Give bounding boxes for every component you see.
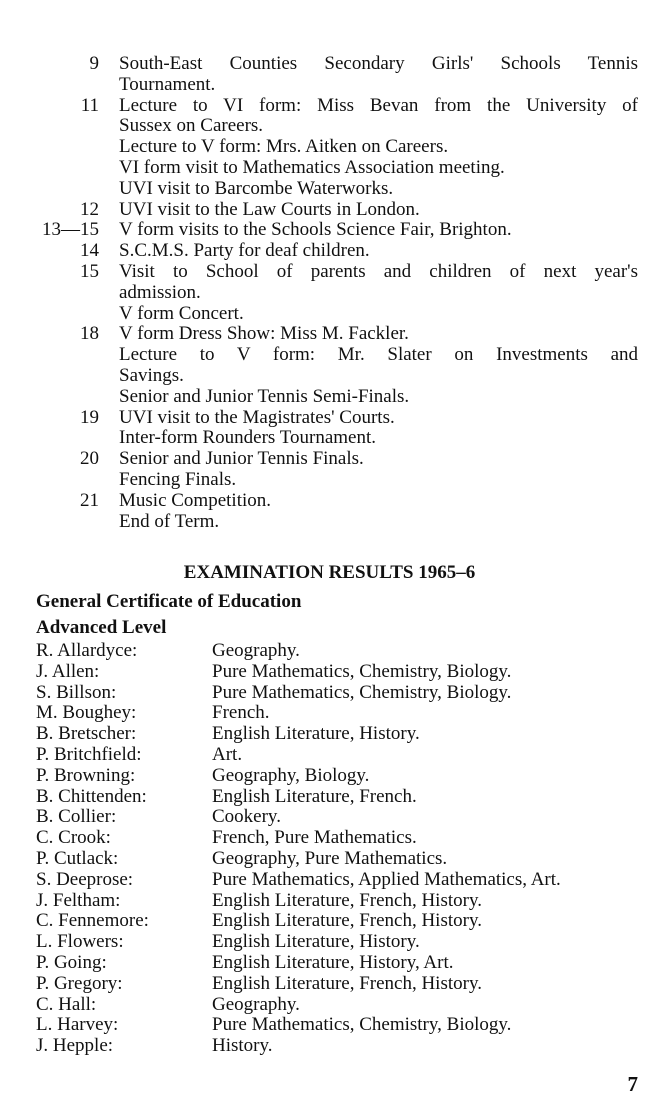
calendar-text: Fencing Finals. — [119, 469, 237, 490]
calendar-entry — [0, 95, 659, 116]
calendar-entry — [0, 199, 659, 220]
student-name: C. Crook: — [36, 827, 111, 849]
calendar-entry — [0, 219, 659, 240]
calendar-day: 15 — [80, 261, 99, 282]
calendar-day: 9 — [89, 53, 99, 74]
calendar-entry-line — [0, 136, 659, 157]
student-subjects: English Literature, French, History. — [212, 910, 482, 932]
student-subjects: English Literature, History. — [212, 723, 420, 745]
student-name: B. Collier: — [36, 806, 117, 828]
student-subjects: Pure Mathematics, Chemistry, Biology. — [212, 681, 512, 703]
calendar-entry-line — [0, 74, 659, 95]
student-subjects: Geography, Biology. — [212, 764, 370, 786]
result-row — [0, 682, 659, 703]
student-name: S. Deeprose: — [36, 868, 134, 890]
student-subjects: French, Pure Mathematics. — [212, 827, 417, 849]
calendar-text: UVI visit to the Law Courts in London. — [119, 198, 420, 220]
calendar-text: South-East Counties Secondary Girls' Schools Tennis — [119, 53, 638, 74]
calendar-text: admission. — [119, 281, 201, 303]
calendar-entry — [0, 261, 659, 282]
result-row — [0, 994, 659, 1015]
calendar-day: 19 — [80, 406, 99, 428]
student-name: J. Allen: — [36, 660, 100, 682]
calendar-text: Senior and Junior Tennis Semi-Finals. — [119, 385, 410, 407]
student-name: J. Feltham: — [36, 889, 121, 911]
calendar-entry-line — [0, 511, 659, 532]
result-row — [0, 723, 659, 744]
calendar-text: End of Term. — [119, 510, 220, 532]
result-row — [0, 1014, 659, 1035]
calendar-text: V form Concert. — [119, 302, 244, 324]
student-name: B. Bretscher: — [36, 723, 137, 745]
calendar-text: Visit to School of parents and children of next year's — [119, 261, 638, 282]
result-row — [0, 973, 659, 994]
calendar-text: Lecture to V form: Mrs. Aitken on Careers. — [119, 136, 449, 158]
result-row — [0, 702, 659, 723]
calendar-day: 20 — [80, 448, 99, 470]
student-subjects: English Literature, French. — [212, 785, 417, 807]
calendar-day: 12 — [80, 198, 99, 220]
certificate-heading: General Certificate of Education — [36, 591, 302, 612]
calendar-day: 11 — [80, 94, 99, 116]
result-row — [0, 931, 659, 952]
calendar-entry-line — [0, 282, 659, 303]
result-row — [0, 952, 659, 973]
calendar-text: UVI visit to the Magistrates' Courts. — [119, 406, 395, 428]
student-subjects: Art. — [212, 744, 243, 765]
calendar-text: Tournament. — [119, 73, 216, 95]
result-row — [0, 827, 659, 848]
student-name: L. Harvey: — [36, 1014, 119, 1036]
result-row — [0, 848, 659, 869]
calendar-text: Lecture to VI form: Miss Bevan from the University of — [119, 94, 638, 116]
calendar-text: Inter-form Rounders Tournament. — [119, 427, 377, 449]
calendar-entry — [0, 53, 659, 74]
calendar-text: Lecture to V form: Mr. Slater on Investments and — [119, 344, 638, 366]
result-row — [0, 765, 659, 786]
student-name: L. Flowers: — [36, 931, 124, 953]
calendar-entry-line — [0, 386, 659, 407]
calendar-text: Senior and Junior Tennis Finals. — [119, 448, 364, 470]
student-name: C. Fennemore: — [36, 910, 149, 932]
student-subjects: Pure Mathematics, Chemistry, Biology. — [212, 660, 512, 682]
exam-results-heading: EXAMINATION RESULTS 1965–6 — [183, 562, 476, 583]
student-subjects: Geography. — [212, 993, 300, 1015]
result-row — [0, 640, 659, 661]
result-row — [0, 1035, 659, 1056]
student-subjects: History. — [212, 1035, 273, 1057]
student-name: B. Chittenden: — [36, 785, 147, 807]
calendar-day: 18 — [80, 323, 99, 345]
result-row — [0, 890, 659, 911]
student-subjects: Pure Mathematics, Chemistry, Biology. — [212, 1014, 512, 1036]
student-name: P. Gregory: — [36, 972, 123, 994]
calendar-entry-line — [0, 178, 659, 199]
student-name: P. Cutlack: — [36, 848, 119, 869]
level-heading: Advanced Level — [36, 617, 167, 638]
student-subjects: Geography. — [212, 640, 300, 661]
student-subjects: Cookery. — [212, 806, 281, 828]
calendar-entry-line — [0, 115, 659, 136]
result-row — [0, 661, 659, 682]
calendar-entry-line — [0, 427, 659, 448]
calendar-text: V form visits to the Schools Science Fair, Brighton. — [119, 219, 512, 241]
student-name: P. Going: — [36, 952, 107, 973]
calendar-text: UVI visit to Barcombe Waterworks. — [119, 177, 394, 199]
calendar-text: S.C.M.S. Party for deaf children. — [119, 240, 370, 262]
calendar-day: 14 — [80, 240, 99, 262]
calendar-text: VI form visit to Mathematics Association meeting. — [119, 157, 505, 178]
student-subjects: French. — [212, 702, 270, 724]
calendar-entry-line — [0, 157, 659, 178]
calendar-entry-line — [0, 344, 659, 365]
calendar-day: 13—15 — [42, 219, 99, 241]
student-subjects: English Literature, History, Art. — [212, 952, 454, 973]
calendar-day: 21 — [80, 489, 99, 511]
student-subjects: Pure Mathematics, Applied Mathematics, Art. — [212, 868, 561, 890]
calendar-entry — [0, 448, 659, 469]
student-name: R. Allardyce: — [36, 640, 138, 661]
student-name: C. Hall: — [36, 993, 97, 1015]
page-number: 7 — [627, 1072, 638, 1096]
calendar-entry — [0, 323, 659, 344]
calendar-entry — [0, 407, 659, 428]
result-row — [0, 806, 659, 827]
calendar-text: Sussex on Careers. — [119, 115, 264, 137]
calendar-entry-line — [0, 365, 659, 386]
result-row — [0, 786, 659, 807]
student-name: J. Hepple: — [36, 1035, 114, 1057]
student-name: M. Boughey: — [36, 702, 137, 724]
student-subjects: Geography, Pure Mathematics. — [212, 848, 448, 869]
student-name: P. Britchfield: — [36, 744, 142, 765]
calendar-entry — [0, 240, 659, 261]
calendar-text: Savings. — [119, 365, 184, 386]
student-name: S. Billson: — [36, 681, 117, 703]
calendar-text: Music Competition. — [119, 489, 271, 511]
student-subjects: English Literature, French, History. — [212, 972, 482, 994]
student-subjects: English Literature, History. — [212, 931, 420, 953]
result-row — [0, 744, 659, 765]
student-subjects: English Literature, French, History. — [212, 889, 482, 911]
calendar-entry-line — [0, 469, 659, 490]
result-row — [0, 910, 659, 931]
calendar-entry — [0, 490, 659, 511]
result-row — [0, 869, 659, 890]
calendar-text: V form Dress Show: Miss M. Fackler. — [119, 323, 409, 345]
calendar-entry-line — [0, 303, 659, 324]
student-name: P. Browning: — [36, 764, 136, 786]
